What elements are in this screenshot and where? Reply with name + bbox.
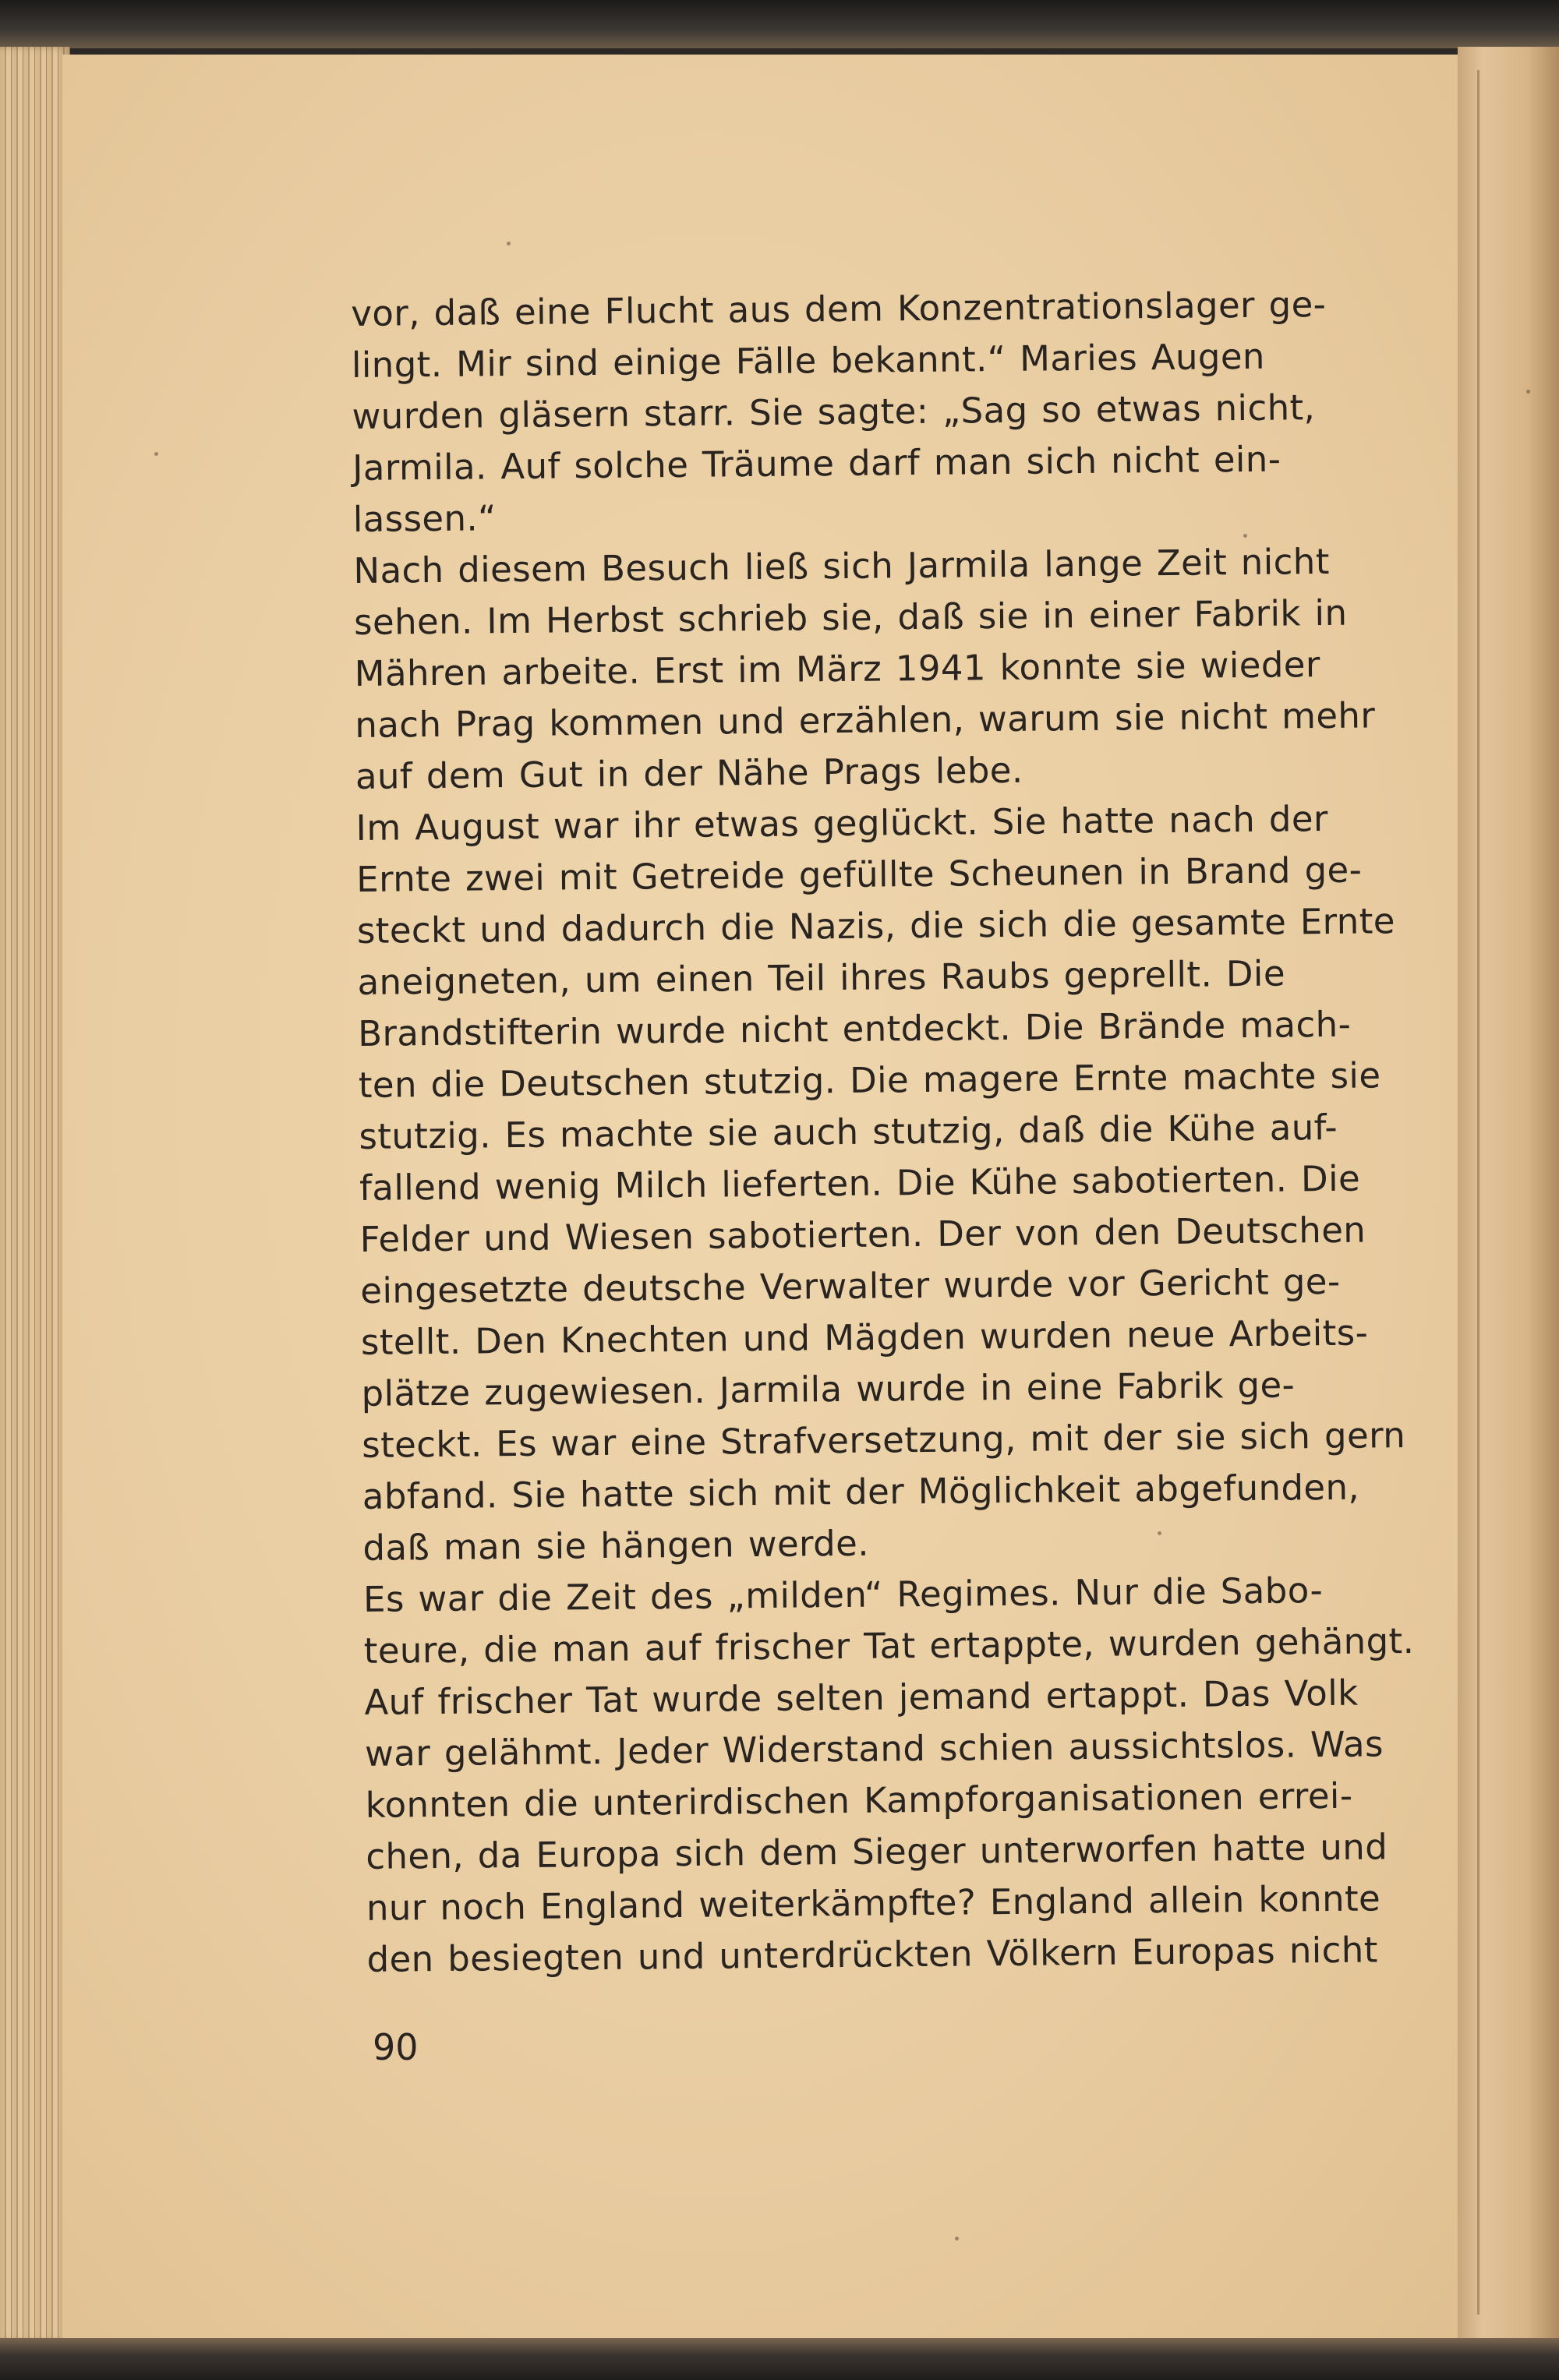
text-line: den besiegten und unterdrückten Völkern Europas nicht: [366, 1929, 1379, 1980]
body-text: [351, 279, 1415, 1986]
text-line: lassen.“: [352, 497, 497, 540]
paper-speck: [955, 2237, 959, 2241]
text-line: auf dem Gut in der Nähe Prags lebe.: [355, 749, 1023, 797]
text-line: nur noch England weiterkämpfte? England allein konnte: [366, 1877, 1381, 1929]
text-line: plätze zugewiesen. Jarmila wurde in eine Fabrik ge-: [361, 1364, 1296, 1414]
text-line: Brandstifterin wurde nicht entdeckt. Die Brände mach-: [357, 1003, 1352, 1054]
page-stack-edges: [0, 47, 70, 2342]
text-line: Ernte zwei mit Getreide gefüllte Scheunen in Brand ge-: [356, 849, 1363, 900]
text-line: konnten die unterirdischen Kampforganisationen errei-: [365, 1774, 1353, 1826]
paper-speck: [154, 452, 158, 456]
text-line: wurden gläsern starr. Sie sagte: „Sag so etwas nicht,: [352, 387, 1316, 437]
text-line: abfand. Sie hatte sich mit der Möglichkeit abgefunden,: [362, 1466, 1360, 1517]
text-line: sehen. Im Herbst schrieb sie, daß sie in einer Fabrik in: [353, 591, 1348, 643]
text-line: Auf frischer Tat wurde selten jemand ertappt. Das Volk: [364, 1672, 1359, 1723]
text-line: Jarmila. Auf solche Träume darf man sich nicht ein-: [352, 438, 1281, 489]
text-line: lingt. Mir sind einige Fälle bekannt.“ Maries Augen: [351, 335, 1266, 386]
gutter-shadow-line: [1477, 70, 1479, 2315]
book-gutter: [1458, 47, 1559, 2342]
text-line: Nach diesem Besuch ließ sich Jarmila lange Zeit nicht: [353, 540, 1330, 591]
text-line: nach Prag kommen und erzählen, warum sie nicht mehr: [355, 694, 1376, 746]
text-line: stutzig. Es machte sie auch stutzig, daß die Kühe auf-: [359, 1106, 1338, 1157]
paper-speck: [1526, 390, 1530, 394]
text-line: vor, daß eine Flucht aus dem Konzentrationslager ge-: [351, 283, 1327, 334]
text-line: eingesetzte deutsche Verwalter wurde vor Gericht ge-: [360, 1260, 1341, 1312]
scan-bottom-edge: [0, 2338, 1559, 2380]
text-line: daß man sie hängen werde.: [362, 1522, 870, 1569]
scan-top-edge: [0, 0, 1559, 48]
text-line: steckt und dadurch die Nazis, die sich die gesamte Ernte: [356, 900, 1396, 952]
text-line: fallend wenig Milch lieferten. Die Kühe sabotierten. Die: [359, 1157, 1361, 1209]
text-line: Felder und Wiesen sabotierten. Der von den Deutschen: [359, 1209, 1366, 1260]
text-line: chen, da Europa sich dem Sieger unterworfen hatte und: [366, 1826, 1388, 1877]
paper-speck: [507, 242, 511, 245]
text-line: steckt. Es war eine Strafversetzung, mit der sie sich gern: [361, 1414, 1406, 1466]
text-line: Mähren arbeite. Erst im März 1941 konnte sie wieder: [354, 644, 1321, 694]
text-line: aneigneten, um einen Teil ihres Raubs geprellt. Die: [357, 952, 1286, 1003]
text-line: stellt. Den Knechten und Mägden wurden neue Arbeits-: [360, 1312, 1369, 1363]
text-line: Es war die Zeit des „milden“ Regimes. Nur die Sabo-: [362, 1570, 1324, 1620]
text-line: teure, die man auf frischer Tat ertappte, wurden gehängt.: [363, 1619, 1415, 1672]
text-line: Im August war ihr etwas geglückt. Sie hatte nach der: [355, 797, 1329, 849]
page-number: 90: [373, 2026, 419, 2068]
text-line: ten die Deutschen stutzig. Die magere Ernte machte sie: [358, 1054, 1381, 1106]
text-line: war gelähmt. Jeder Widerstand schien aussichtslos. Was: [364, 1723, 1384, 1774]
